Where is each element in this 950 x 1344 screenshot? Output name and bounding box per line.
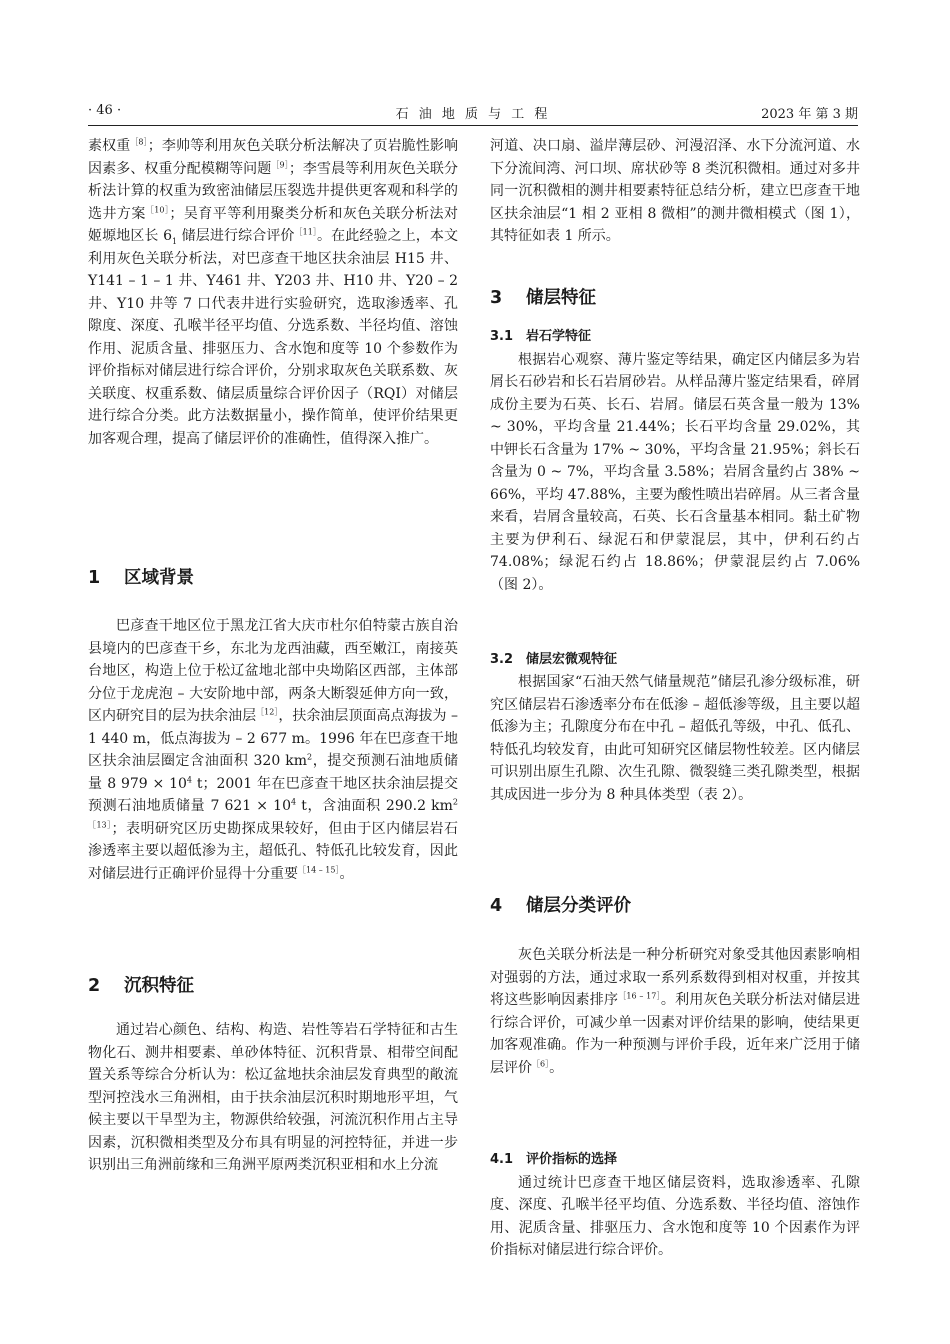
issue-label: 2023 年 第 3 期: [761, 107, 858, 122]
section-heading-2: 2 沉积特征: [88, 976, 194, 996]
petrology-paragraph: 根据岩心观察、薄片鉴定等结果，确定区内储层多为岩屑长石砂岩和长石岩屑砂岩。从样品薄片鉴定结果看，碎屑成份主要为石英、长石、岩屑。储层石英含量一般为 13% ~ 30%，平均含量 21.44%；长石平均含量 29.02%，其中钾长石含量为 17% ~ 30%，平均含量 21.95%；斜长石含量为 0 ~ 7%，平均含量 3.58%；岩屑含量约占 38% ~ 66%，平均 47.88%，主要为酸性喷出岩碎屑。从三者含量来看，岩屑含量较高，石英、长石含量基本相同。黏土矿物主要为伊利石、绿泥石和伊蒙混层，其中，伊利石约占 74.08%；绿泥石约占 18.86%；伊蒙混层约占 7.06%（图 2）。: [490, 351, 860, 593]
index-selection-paragraph: 通过统计巴彦查干地区储层资料，选取渗透率、孔隙度、深度、孔喉半径平均值、分选系数、半径均值、溶蚀作用、泥质含量、排驱压力、含水饱和度等 10 个因素作为评价指标对储层进行综合评价。: [490, 1174, 860, 1258]
journal-title: 石 油 地 质 与 工 程: [395, 107, 551, 122]
sedimentary-continued-paragraph: 河道、决口扇、溢岸薄层砂、河漫沼泽、水下分流河道、水下分流间湾、河口坝、席状砂等 8 类沉积微相。通过对多井同一沉积微相的测井相要素特征总结分析，建立巴彦查干地区扶余油层“1 相 2 亚相 8 微相”的测井微相模式（图 1），其特征如表 1 所示。: [490, 138, 860, 244]
right-column: [490, 135, 860, 1262]
reservoir-properties-paragraph: 根据国家“石油天然气储量规范”储层孔渗分级标准，研究区储层岩石渗透率分布在低渗 – 超低渗等级，且主要以超低渗为主；孔隙度分布在中孔 – 超低孔等级，中孔、低孔、特低孔均较发育，由此可知研究区储层物性较差。区内储层可识别出原生孔隙、次生孔隙、微裂缝三类孔隙类型，根据其成因进一步分为 8 种具体类型（表 2）。: [490, 674, 860, 803]
intro-paragraph-continued: 素权重$^{[8]}$；李帅等利用灰色关联分析法解决了页岩脆性影响因素多、权重分配模糊等问题$^{[9]}$；李雪晨等利用灰色关联分析法计算的权重为致密油储层压裂选井提供更客观和科学的选井方案$^{[10]}$；吴育平等利用聚类分析和灰色关联分析法对姬塬地区长 $6_1$ 储层进行综合评价$^{[11]}$。在此经验之上，本文利用灰色关联分析法，对巴彦查干地区扶余油层 H15 井、Y141 – 1 – 1 井、Y461 井、Y203 井、H10 井、Y20 – 2 井、Y10 井等 7 口代表井进行实验研究，选取渗透率、孔隙度、深度、孔喉半径平均值、分选系数、半径均值、溶蚀作用、泥质含量、排驱压力、含水饱和度等 10 个参数作为评价指标对储层进行综合评价，分别求取灰色关联系数、灰关联度、权重系数、储层质量综合评价因子（RQI）对储层进行综合分类。此方法数据量小，操作简单，使评价结果更加客观合理，提高了储层评价的准确性，值得深入推广。: [88, 137, 459, 447]
regional-background-paragraph: 巴彦查干地区位于黑龙江省大庆市杜尔伯特蒙古族自治县境内的巴彦查干乡，东北为龙西油藏，西至嫩江，南接英台地区，构造上位于松辽盆地北部中央坳陷区西部，主体部分位于龙虎泡 – 大安阶地中部，两条大断裂延伸方向一致，区内研究目的层为扶余油层$^{[12]}$，扶余油层顶面高点海拔为 – 1 440 m，低点海拔为 – 2 677 m。1996 年在巴彦查干地区扶余油层圈定含油面积 320 $km^2$，提交预测石油地质储量 8 $979 \times 10^4$ t；2001 年在巴彦查干地区扶余油层提交预测石油地质储量 7 $621 \times 10^4$ t，含油面积 290.2 $km^{2[13]}$；表明研究区历史勘探成果较好，但由于区内储层岩石渗透率主要以超低渗为主，超低孔、特低孔比较发育，因此对储层进行正确评价显得十分重要$^{[14 - 15]}$。: [88, 618, 459, 882]
subsection-heading-4-1: 4.1 评价指标的选择: [490, 1152, 618, 1167]
section-heading-4: 4 储层分类评价: [490, 896, 631, 916]
section-heading-3: 3 储层特征: [490, 288, 596, 308]
left-column: [88, 135, 458, 1177]
subsection-heading-3-2: 3.2 储层宏微观特征: [490, 651, 618, 667]
subsection-heading-3-1: 3.1 岩石学特征: [490, 329, 592, 344]
running-header: [88, 103, 858, 125]
header-rule: [88, 125, 858, 126]
section-heading-1: 1 区域背景: [88, 568, 194, 588]
page-number: · 46 ·: [88, 103, 122, 118]
grey-relational-paragraph: 灰色关联分析法是一种分析研究对象受其他因素影响相对强弱的方法，通过求取一系列系数得到相对权重，并按其将这些影响因素排序$^{[16 - 17]}$。利用灰色关联分析法对储层进行综合评价，可减少单一因素对评价结果的影响，使结果更加客观准确。作为一种预测与评价手段，近年来广泛用于储层评价$^{[6]}$。: [490, 947, 861, 1076]
sedimentary-features-paragraph: 通过岩心颜色、结构、构造、岩性等岩石学特征和古生物化石、测井相要素、单砂体特征、沉积背景、相带空间配置关系等综合分析认为：松辽盆地扶余油层发育典型的敞流型河控浅水三角洲相，由于扶余油层沉积时期地形平坦，气候主要以干旱型为主，物源供给较强，河流沉积作用占主导因素，沉积微相类型及分布具有明显的河控特征，并进一步识别出三角洲前缘和三角洲平原两类沉积亚相和水上分流: [88, 1022, 458, 1173]
